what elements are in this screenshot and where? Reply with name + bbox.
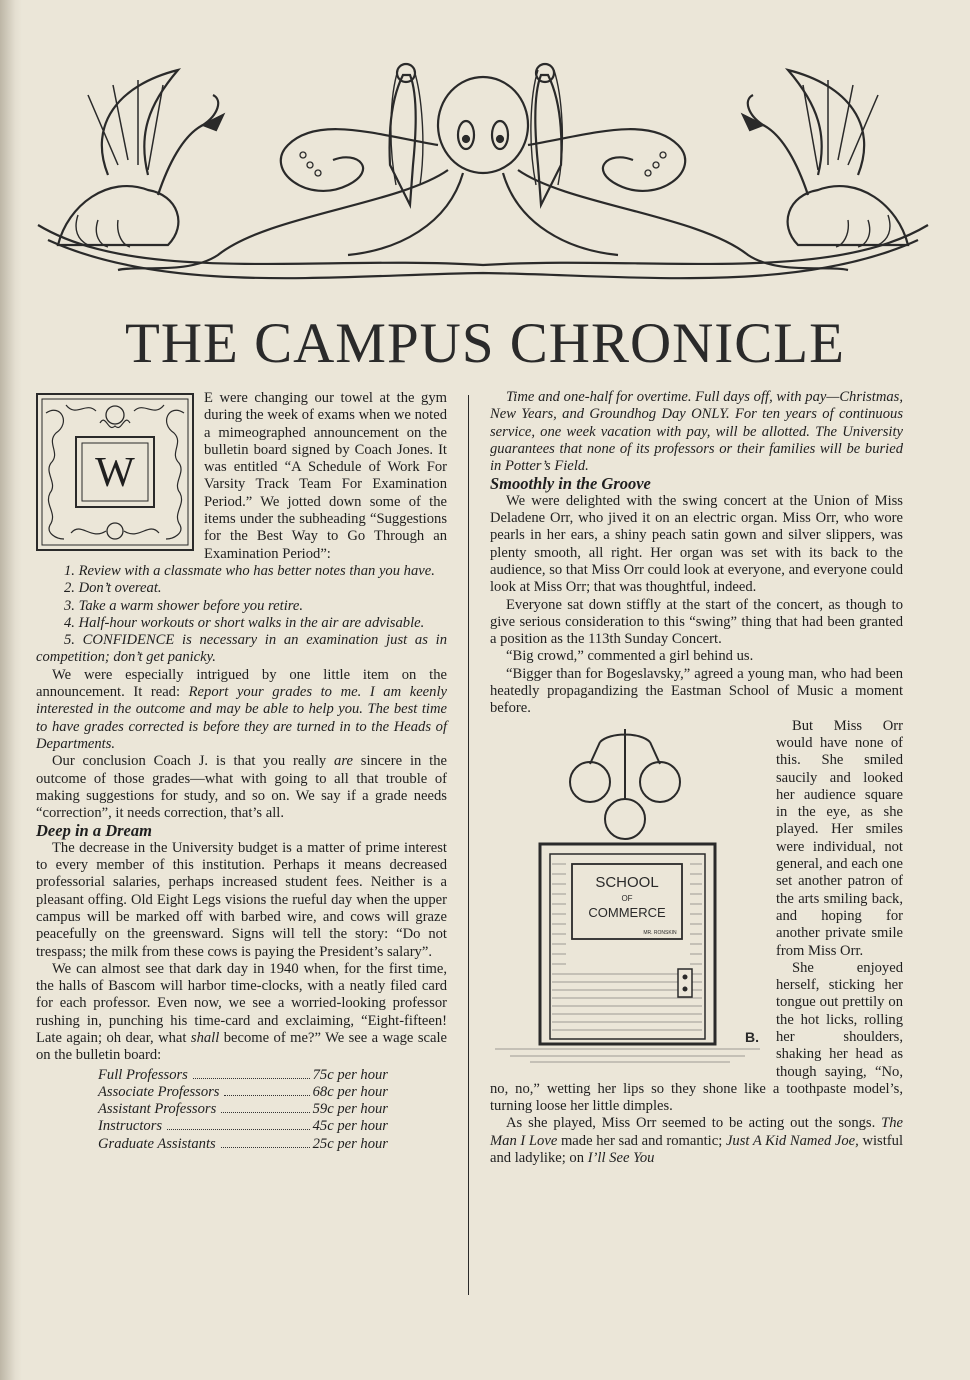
wage-scale-table <box>98 1067 388 1153</box>
wage-rate: 59c per hour <box>312 1101 388 1118</box>
wage-role: Instructors <box>98 1118 163 1135</box>
conclusion-text-a: Our conclusion Coach J. is that you really <box>52 753 335 770</box>
conclusion-text-b: sincere in the outcome of those grades—what with going to all that trouble of making suggestions for study, and so on. We say if a grade needs “correction”, it needs correction, that’s all. <box>36 753 447 822</box>
songs-text-c: wistful and ladylike; on <box>490 1132 903 1167</box>
concert-paragraph: We were delighted with the swing concert at the Union of Miss Deladene Orr, who jived it on an electric organ. Miss Orr, who wore pearls in her ears, a shiny peach satin gown and silver slippers, was plenty smooth, all right. Her organ was set with its back to the audience, so that Miss Orr could look at everyone, and everyone could look at Miss Orr; that was thoughtful, indeed. <box>490 492 903 596</box>
svg-text:B.: B. <box>745 1028 759 1045</box>
wage-rate: 75c per hour <box>312 1066 388 1083</box>
section-heading-groove: Smoothly in the Groove <box>490 474 651 494</box>
wage-role: Associate Professors <box>98 1083 220 1100</box>
budget-paragraph: The decrease in the University budget is a matter of prime interest to every member of this institution. Perhaps it means decreased professorial salaries, perhaps increased student fees. Neither is a pleasant offing. Old Eight Legs visions the rueful day when the upper campus will be marked off with barbed wire, and cows will graze peacefully on the greensward. Signs will tell the story: “Do not trespass; the milk from these cows is paying the President’s salary”. <box>36 839 447 960</box>
intro-paragraph: E were changing our towel at the gym during the week of exams when we noted a mimeographed announcement on the bulletin board signed by Coach Jones. It was entitled “A Schedule of Work For Varsity Track Team For Examination Period.” We jotted down some of the items under the subheading “Suggestions for the Best Way to Go Through an Examination Period”: <box>204 390 447 562</box>
intrigued-text: We were especially intrigued by one little item on the announcement. It read: <box>36 666 447 701</box>
song-title: Just A Kid Named Joe, <box>725 1132 859 1149</box>
songs-paragraph <box>490 1115 903 1167</box>
wage-role: Assistant Professors <box>98 1101 217 1118</box>
right-column <box>490 389 903 1167</box>
svg-text:W: W <box>95 450 135 496</box>
list-item: 5. CONFIDENCE is necessary in an examination just as in competition; don’t get panicky. <box>36 632 447 666</box>
leader-dots <box>221 1147 310 1148</box>
pawnshop-door-illustration <box>490 724 768 1070</box>
svg-text:OF: OF <box>621 893 633 903</box>
timeclock-text-a: We can almost see that dark day in 1940 when, for the first time, the halls of Bascom will harbor time-clocks, with a neatly filed card for each professor. Even now, we see a worried-looking professor rushing in, punching his time-card and exclaiming, “Eight-fifteen! Late again; oh dear, what <box>36 960 447 1046</box>
song-title: I’ll See You <box>587 1150 655 1167</box>
timeclock-emphasis: shall <box>190 1029 220 1046</box>
conclusion-emphasis: are <box>334 753 353 770</box>
wage-rate: 45c per hour <box>312 1118 388 1135</box>
wage-row <box>98 1101 388 1118</box>
leader-dots <box>193 1078 310 1079</box>
octopus-dragon-banner <box>18 55 948 285</box>
timeclock-text-b: become of me?” We see a wage scale on the bulletin board: <box>36 1029 447 1064</box>
list-item: 1. Review with a classmate who has better notes than you have. <box>64 562 435 579</box>
timeclock-paragraph <box>36 961 447 1065</box>
list-item: 4. Half-hour workouts or short walks in the air are advisable. <box>64 614 425 631</box>
page-title: THE CAMPUS CHRONICLE <box>125 312 845 375</box>
wage-role: Graduate Assistants <box>98 1135 216 1152</box>
list-item: 3. Take a warm shower before you retire. <box>64 597 304 614</box>
enjoyed-paragraph: She enjoyed herself, sticking her tongue out prettily on the hot licks, rolling her shoulders, shaking her head as though saying, “No, no, no,” wetting her lips so they shone like a toothpaste model’s, turning loose her little dimples. <box>490 959 903 1115</box>
wage-rate: 68c per hour <box>312 1083 388 1100</box>
wage-rate: 25c per hour <box>312 1135 388 1152</box>
left-column <box>36 390 447 1153</box>
wage-row <box>98 1118 388 1135</box>
list-item: 2. Don’t overeat. <box>64 580 162 597</box>
column-divider <box>468 395 469 1295</box>
intrigued-quote: Report your grades to me. I am keenly interested in the outcome and may be able to help you. The best time to have grades corrected is before they are turned in to the Heads of Departments. <box>36 684 447 752</box>
songs-text-a: As she played, Miss Orr seemed to be acting out the songs. <box>506 1115 882 1132</box>
section-heading-dream: Deep in a Dream <box>36 821 152 841</box>
crowd-paragraph: “Big crowd,” commented a girl behind us. <box>506 648 754 665</box>
svg-text:COMMERCE: COMMERCE <box>588 904 666 920</box>
bogeslavsky-paragraph: “Bigger than for Bogeslavsky,” agreed a young man, who had been heatedly propagandizing the Eastman School of Music a moment before. <box>490 665 903 717</box>
overtime-paragraph: Time and one-half for overtime. Full days off, with pay—Christmas, New Years, and Groundhog Day ONLY. For ten years of continuous service, one week vacation with pay, will be allotted. The University guarantees that none of its professors or their families will be buried in Potter’s Field. <box>490 389 903 475</box>
saucy-paragraph: But Miss Orr would have none of this. She smiled saucily and looked her audience square in the eye, as she played. Her smiles were individual, not general, and each one set another patron of the arts smiling back, and hoping for another private smile from Miss Orr. <box>776 717 903 959</box>
svg-text:SCHOOL: SCHOOL <box>595 873 659 891</box>
wage-role: Full Professors <box>98 1066 188 1083</box>
conclusion-paragraph <box>36 753 447 822</box>
stiffly-paragraph: Everyone sat down stiffly at the start of the concert, as though to give serious consideration to this “swing” thing that had been granted a position as the 113th Sunday Concert. <box>490 596 903 648</box>
leader-dots <box>224 1095 309 1096</box>
leader-dots <box>167 1129 310 1130</box>
ornamental-dropcap <box>36 393 194 551</box>
wage-row <box>98 1136 388 1153</box>
intrigued-paragraph <box>36 667 447 753</box>
wage-row <box>98 1084 388 1101</box>
songs-text-b: made her sad and romantic; <box>557 1132 726 1149</box>
leader-dots <box>221 1112 309 1113</box>
svg-text:MR. RONSKIN: MR. RONSKIN <box>643 929 677 936</box>
wage-row <box>98 1067 388 1084</box>
overtime-block <box>490 389 903 475</box>
song-title: The Man I Love <box>490 1115 903 1149</box>
